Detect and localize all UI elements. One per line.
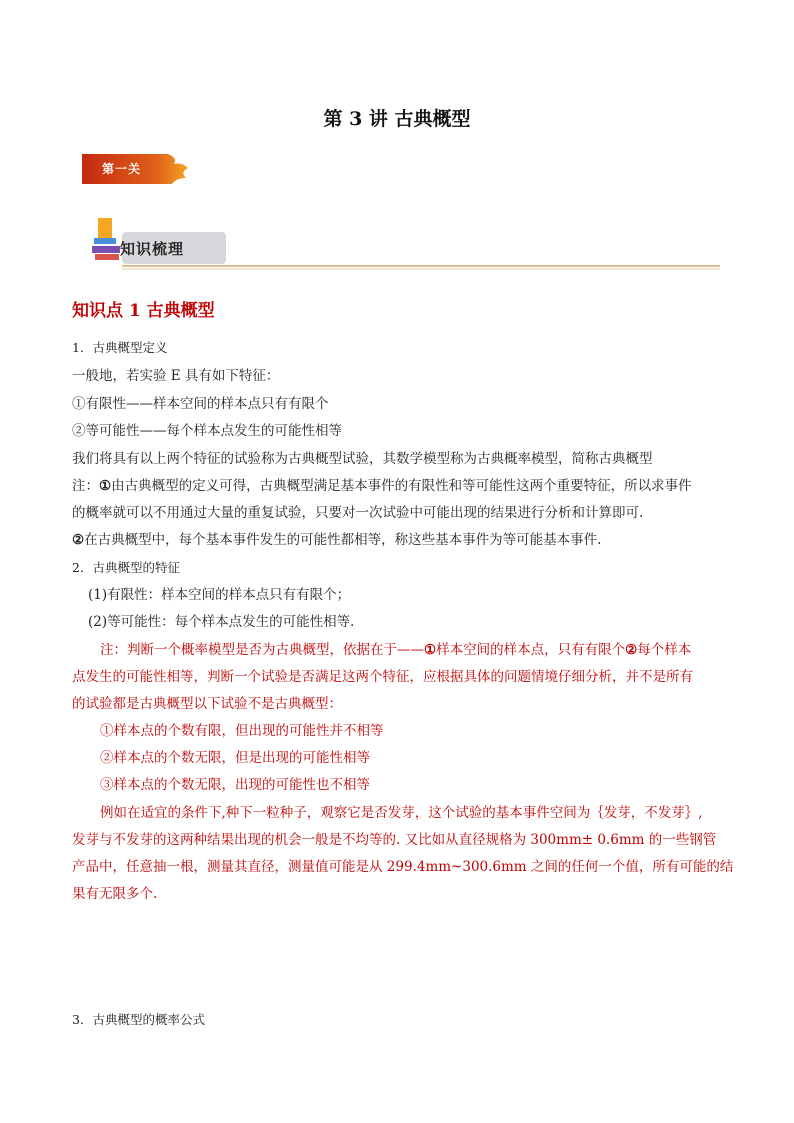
note-line bbox=[100, 640, 691, 660]
ribbon-label: 第一关 bbox=[102, 162, 142, 176]
list-item: ③样本点的个数无限，出现的可能性也不相等 bbox=[100, 777, 370, 793]
circled-number: ① bbox=[99, 478, 112, 494]
heading-definition: 1．古典概型定义 bbox=[72, 340, 168, 355]
banner-label: 知识梳理 bbox=[120, 240, 185, 258]
note-text: 每个样本 bbox=[637, 642, 692, 658]
note-text: 注：判断一个概率模型是否为古典概型，依据在于—— bbox=[100, 642, 424, 658]
feature-item: (1)有限性：样本空间的样本点只有有限个； bbox=[88, 587, 351, 603]
note-text: 样本空间的样本点，只有有限个 bbox=[436, 642, 626, 658]
note-text: 在古典概型中，每个基本事件发生的可能性都相等，称这些基本事件为等可能基本事件. bbox=[84, 532, 602, 548]
note-line bbox=[72, 476, 692, 496]
paragraph: 产品中，任意抽一根，测量其直径，测量值可能是从 299.4mm~300.6mm 之间的任何一个值，所有可能的结 bbox=[72, 859, 734, 875]
heading-formula: 3．古典概型的概率公式 bbox=[72, 1012, 205, 1027]
heading-features: 2．古典概型的特征 bbox=[72, 560, 180, 575]
circled-number: ② bbox=[72, 532, 85, 548]
circled-number: ② bbox=[625, 642, 638, 658]
note-line bbox=[72, 530, 601, 550]
page-title: 第 3 讲 古典概型 bbox=[323, 108, 471, 130]
paragraph: 点发生的可能性相等，判断一个试验是否满足这两个特征，应根据具体的问题情境仔细分析，并不是所有 bbox=[72, 669, 693, 685]
paragraph: 的概率就可以不用通过大量的重复试验，只要对一次试验中可能出现的结果进行分析和计算即可. bbox=[72, 505, 644, 521]
circled-number: ① bbox=[424, 642, 437, 658]
note-text: 由古典概型的定义可得，古典概型满足基本事件的有限性和等可能性这两个重要特征，所以求事件 bbox=[111, 478, 692, 494]
paragraph: 例如在适宜的条件下,种下一粒种子，观察它是否发芽，这个试验的基本事件空间为｛发芽，不发芽｝, bbox=[100, 805, 703, 821]
paragraph: 发芽与不发芽的这两种结果出现的机会一般是不均等的. 又比如从直径规格为 300mm± 0.6mm 的一些钢管 bbox=[72, 832, 717, 848]
note-prefix: 注： bbox=[72, 478, 99, 494]
paragraph: ②等可能性——每个样本点发生的可能性相等 bbox=[72, 423, 342, 439]
paragraph: 的试验都是古典概型以下试验不是古典概型： bbox=[72, 696, 342, 712]
paragraph: 一般地，若实验 E 具有如下特征： bbox=[72, 368, 280, 384]
paragraph: 我们将具有以上两个特征的试验称为古典概型试验，其数学模型称为古典概率模型，简称古典概型 bbox=[72, 451, 653, 467]
paragraph: 果有无限多个. bbox=[72, 886, 158, 902]
list-item: ①样本点的个数有限，但出现的可能性并不相等 bbox=[100, 723, 384, 739]
list-item: ②样本点的个数无限，但是出现的可能性相等 bbox=[100, 750, 370, 766]
section-title: 知识点 1 古典概型 bbox=[72, 301, 215, 321]
knowledge-banner bbox=[92, 214, 722, 270]
paragraph: ①有限性——样本空间的样本点只有有限个 bbox=[72, 396, 329, 412]
feature-item: (2)等可能性：每个样本点发生的可能性相等． bbox=[88, 614, 364, 630]
